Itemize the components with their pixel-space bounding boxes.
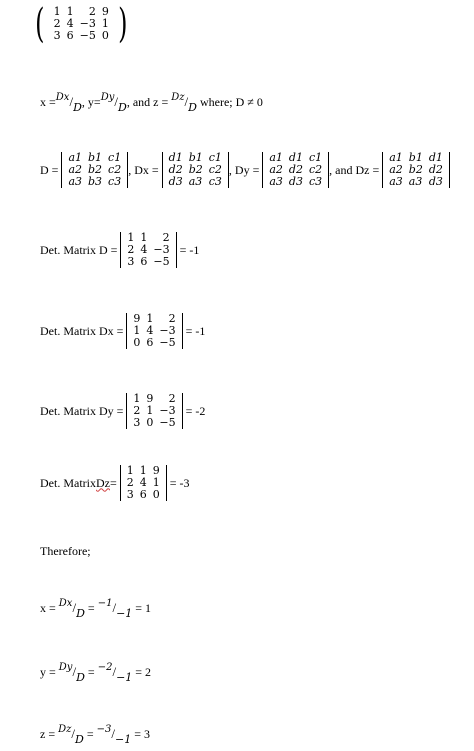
right-paren: ) — [117, 1, 128, 47]
and-z-equals: , and z = — [126, 94, 169, 109]
solution-z-value-denominator: −1 — [115, 732, 132, 746]
augmented-matrix-cell: 1 — [101, 17, 109, 30]
solution-x-denominator: D — [76, 606, 85, 620]
det-3-cell: 0 — [152, 488, 160, 501]
dz-symbolic-cell: a1 — [389, 151, 403, 164]
solution-y-result: = 2 — [135, 664, 152, 679]
solution-y-denominator: D — [76, 670, 85, 684]
left-paren: ( — [35, 1, 45, 47]
det-0-cell: 2 — [162, 231, 170, 244]
augmented-matrix-grid — [48, 6, 115, 42]
dy-symbolic-cell: a2 — [269, 163, 283, 176]
solution-x-result: = 1 — [135, 600, 152, 615]
det-dx-line — [40, 313, 205, 349]
d-symbolic-cell: a2 — [68, 163, 82, 176]
det-0-cell: 6 — [140, 255, 148, 268]
det-1-cell: 9 — [133, 312, 141, 325]
therefore-text: Therefore; — [40, 544, 91, 558]
dz-symbolic-determinant — [382, 152, 450, 188]
det-3-cell: 1 — [126, 464, 134, 477]
det-dy-line — [40, 393, 205, 429]
dy-symbolic-cell: a1 — [269, 151, 283, 164]
det-0-cell: 1 — [140, 231, 148, 244]
dz-symbolic-cell: a3 — [389, 175, 403, 188]
det-3-cell: 1 — [139, 464, 147, 477]
sep-1: , — [81, 94, 85, 109]
det-0-cell: 3 — [127, 255, 135, 268]
augmented-matrix-cell: 3 — [53, 29, 61, 42]
dy-def-label: , Dy = — [228, 162, 260, 177]
d-symbolic-cell: b3 — [88, 175, 103, 188]
det-dz-label-post: = — [110, 475, 117, 490]
solution-y: y = Dy / D = −2 / −1 = 2 — [40, 661, 152, 684]
det-2-cell: 0 — [146, 416, 154, 429]
dy-symbolic-cell: d1 — [288, 151, 303, 164]
dy-symbolic-determinant — [262, 152, 329, 188]
det-d-line — [40, 232, 199, 268]
d-symbolic-cell: c1 — [108, 151, 122, 164]
det-d-label: Det. Matrix D = — [40, 242, 118, 257]
det-1-cell: 4 — [146, 324, 154, 337]
d-symbolic-cell: b1 — [88, 151, 103, 164]
solution-z: z = Dz / D = −3 / −1 = 3 — [40, 723, 151, 746]
solution-x-numerator: Dx — [58, 597, 73, 609]
dy-symbolic-cell: d3 — [288, 175, 303, 188]
solution-z-result: = 3 — [134, 726, 151, 741]
augmented-matrix-cell: 2 — [88, 5, 96, 18]
det-0-cell: 2 — [127, 243, 135, 256]
solution-y-numerator: Dy — [58, 661, 73, 673]
solution-x-var: x — [40, 600, 46, 615]
augmented-matrix-cell: 1 — [66, 5, 74, 18]
y-equals: y= — [87, 94, 101, 109]
augmented-matrix-cell: 1 — [53, 5, 61, 18]
det-3-cell: 4 — [139, 476, 147, 489]
det-dz-line — [40, 465, 190, 501]
det-2-cell: 2 — [133, 404, 141, 417]
x-equals: x = — [40, 94, 56, 109]
where-condition: where; D ≠ 0 — [199, 94, 263, 109]
det-0-cell: −3 — [153, 243, 170, 256]
dy-symbolic-cell: c3 — [308, 175, 323, 188]
det-1-cell: 0 — [133, 336, 141, 349]
det-0-cell: −5 — [153, 255, 170, 268]
det-3-cell: 6 — [139, 488, 147, 501]
dz-symbolic-cell: b2 — [408, 163, 423, 176]
det-dx-matrix — [126, 313, 182, 349]
solution-y-value-numerator: −2 — [97, 661, 113, 673]
dx-symbolic-cell: b1 — [188, 151, 203, 164]
x-denominator: D — [73, 100, 82, 114]
det-1-cell: 1 — [146, 312, 154, 325]
det-dy-label: Det. Matrix Dy = — [40, 403, 124, 418]
det-2-cell: 3 — [133, 416, 141, 429]
solution-z-var: z — [40, 726, 46, 741]
det-dx-label: Det. Matrix Dx = — [40, 323, 124, 338]
d-symbolic-cell: b2 — [88, 163, 103, 176]
dy-symbolic-cell: c1 — [308, 151, 323, 164]
y-numerator: Dy — [100, 91, 115, 103]
det-2-cell: 2 — [168, 392, 176, 405]
dx-symbolic-cell: d2 — [168, 163, 183, 176]
dy-symbolic-cell: a3 — [269, 175, 283, 188]
dz-symbolic-cell: a2 — [389, 163, 403, 176]
det-dz-matrix — [120, 465, 167, 501]
det-3-cell: 3 — [126, 488, 134, 501]
dx-symbolic-cell: d1 — [168, 151, 183, 164]
y-denominator: D — [117, 100, 127, 114]
augmented-matrix-cell: −5 — [79, 29, 96, 42]
det-0-cell: 4 — [140, 243, 148, 256]
augmented-matrix-cell: 6 — [66, 29, 74, 42]
dz-symbolic-cell: d1 — [428, 151, 443, 164]
solution-z-denominator: D — [75, 732, 84, 746]
d-def-label: D = — [40, 162, 59, 177]
definitions-line — [40, 152, 450, 188]
det-2-cell: −3 — [159, 404, 176, 417]
det-dy-matrix — [126, 393, 182, 429]
augmented-matrix-cell: 4 — [66, 17, 74, 30]
det-dz-result: = -3 — [169, 475, 190, 490]
solution-x: x = Dx / D = −1 / −1 = 1 — [40, 597, 152, 620]
det-d-matrix — [120, 232, 176, 268]
augmented-matrix-cell: 2 — [53, 17, 61, 30]
det-dz-label-dz: Dz — [96, 475, 110, 490]
dx-symbolic-cell: c2 — [208, 163, 222, 176]
augmented-matrix-cell: 0 — [101, 29, 109, 42]
det-2-cell: 1 — [133, 392, 141, 405]
det-1-cell: 2 — [168, 312, 176, 325]
det-3-cell: 1 — [152, 476, 160, 489]
det-2-cell: −5 — [159, 416, 176, 429]
solution-z-numerator: Dz — [58, 723, 72, 735]
det-d-result: = -1 — [179, 242, 200, 257]
d-symbolic-determinant — [61, 152, 128, 188]
z-denominator: D — [188, 100, 197, 114]
det-2-cell: 9 — [146, 392, 154, 405]
det-dz-label-pre: Det. Matrix — [40, 475, 96, 490]
solution-y-var: y — [40, 664, 46, 679]
dz-def-label: , and Dz = — [329, 162, 380, 177]
dx-symbolic-determinant — [162, 152, 229, 188]
dx-symbolic-cell: c1 — [208, 151, 222, 164]
augmented-matrix-cell: 9 — [101, 5, 109, 18]
augmented-matrix — [32, 1, 130, 47]
d-symbolic-cell: c3 — [108, 175, 122, 188]
det-3-cell: 2 — [126, 476, 134, 489]
det-1-cell: 6 — [146, 336, 154, 349]
det-1-cell: −3 — [159, 324, 176, 337]
det-1-cell: 1 — [133, 324, 141, 337]
solution-x-value-numerator: −1 — [97, 597, 113, 609]
det-1-cell: −5 — [159, 336, 176, 349]
det-2-cell: 1 — [146, 404, 154, 417]
det-0-cell: 1 — [127, 231, 135, 244]
dx-symbolic-cell: a3 — [188, 175, 203, 188]
d-symbolic-cell: c2 — [108, 163, 122, 176]
solution-x-value-denominator: −1 — [116, 606, 133, 620]
det-dx-result: = -1 — [185, 323, 206, 338]
augmented-matrix-cell: −3 — [79, 17, 96, 30]
dy-symbolic-cell: d2 — [288, 163, 303, 176]
dz-symbolic-cell: b1 — [408, 151, 423, 164]
z-numerator: Dz — [171, 91, 185, 103]
dz-symbolic-cell: d3 — [428, 175, 443, 188]
cramer-rule-line: x = Dx / D , y= Dy / D , and z = Dz / D where; D ≠ 0 — [40, 91, 263, 114]
dx-symbolic-cell: c3 — [208, 175, 222, 188]
dz-symbolic-cell: d2 — [428, 163, 443, 176]
dx-symbolic-cell: d3 — [168, 175, 183, 188]
dx-def-label: , Dx = — [128, 162, 159, 177]
det-3-cell: 9 — [152, 464, 160, 477]
dx-symbolic-cell: b2 — [188, 163, 203, 176]
det-dy-result: = -2 — [185, 403, 206, 418]
d-symbolic-cell: a3 — [68, 175, 82, 188]
x-numerator: Dx — [55, 91, 70, 103]
dz-symbolic-cell: a3 — [408, 175, 423, 188]
solution-y-value-denominator: −1 — [116, 670, 133, 684]
solution-z-value-numerator: −3 — [96, 723, 112, 735]
dy-symbolic-cell: c2 — [308, 163, 323, 176]
d-symbolic-cell: a1 — [68, 151, 82, 164]
